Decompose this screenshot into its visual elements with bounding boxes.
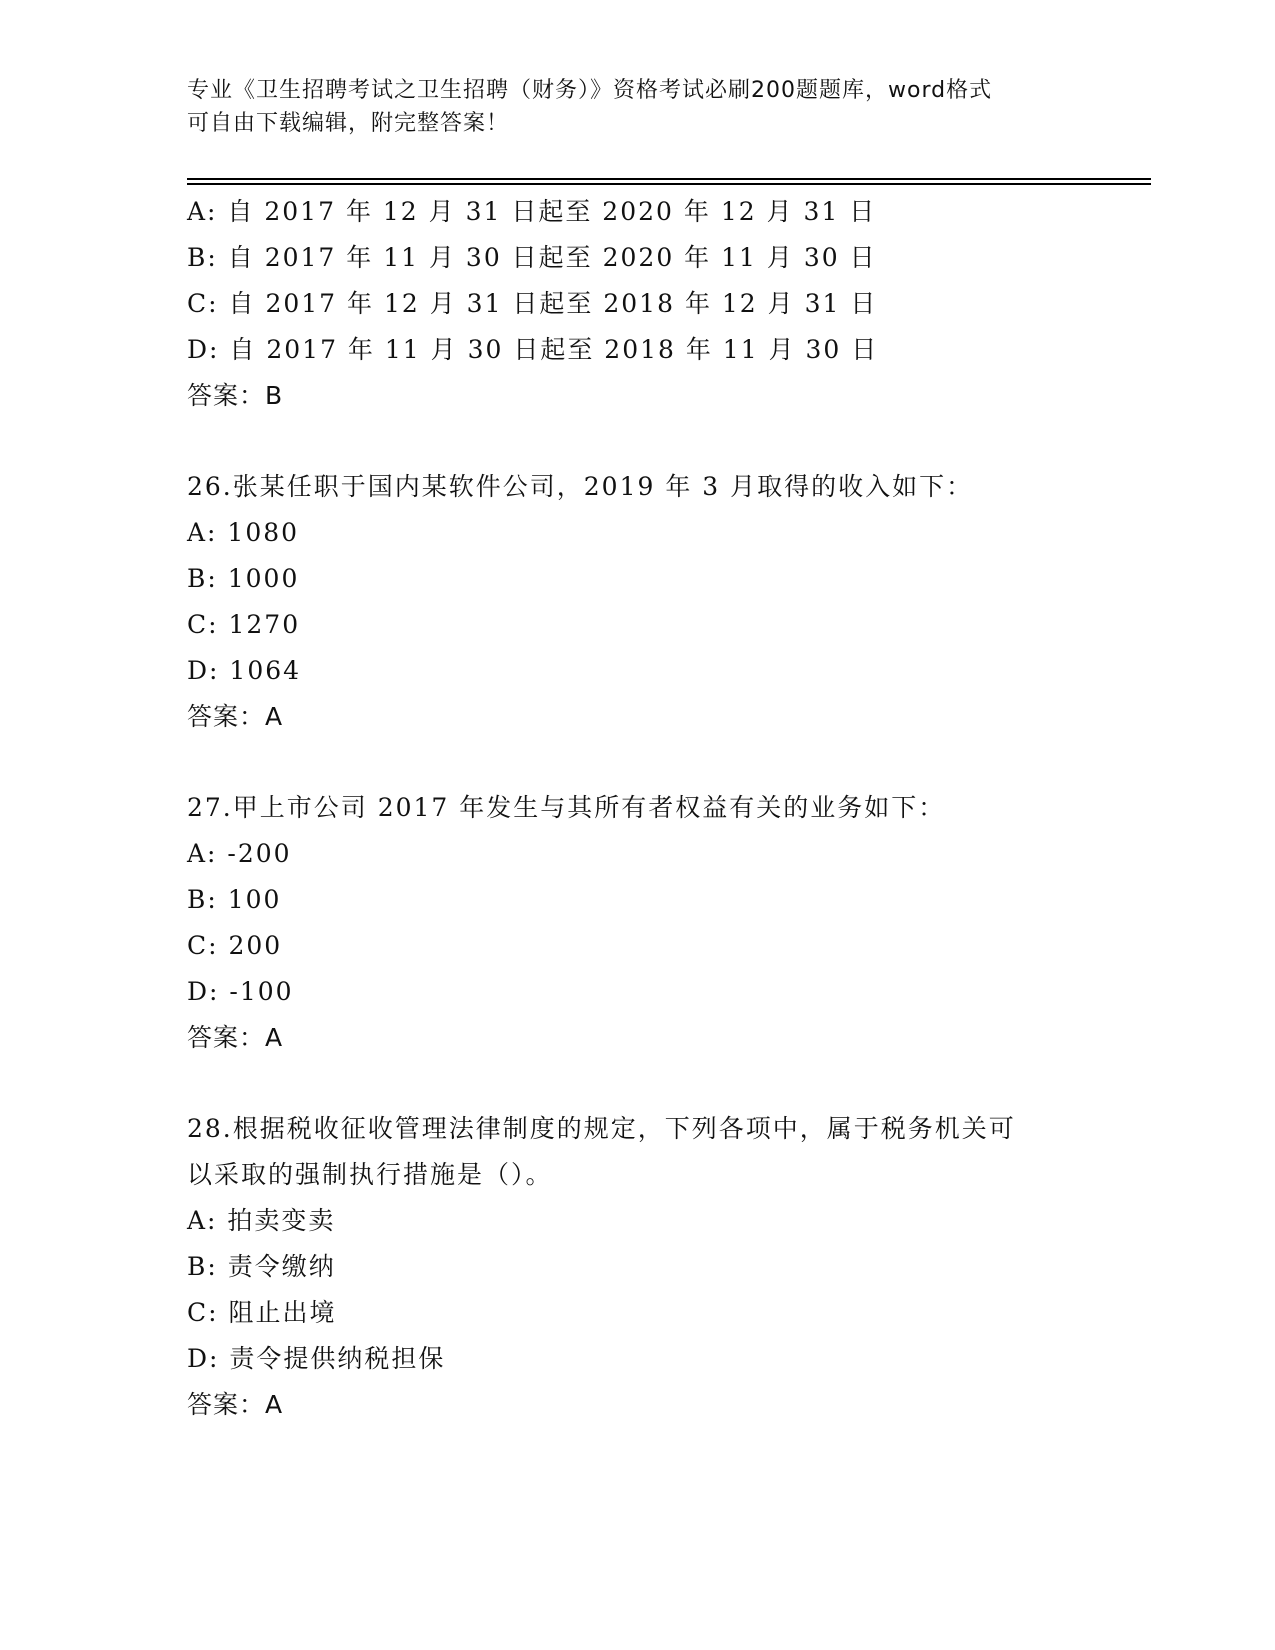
option-d: D: 1064 xyxy=(187,656,302,685)
question-text-line-2: 以采取的强制执行措施是（）。 xyxy=(187,1160,553,1189)
spacer xyxy=(187,740,1147,785)
option-c: C: 阻止出境 xyxy=(187,1298,337,1327)
header-line-2: 可自由下载编辑，附完整答案！ xyxy=(187,111,510,136)
option-c: C: 1270 xyxy=(187,610,301,639)
option-a: A: -200 xyxy=(187,839,292,868)
answer-text: 答案：A xyxy=(187,1023,284,1052)
question-list xyxy=(187,189,1147,1428)
option-b: B: 责令缴纳 xyxy=(187,1252,336,1281)
header-line-1: 专业《卫生招聘考试之卫生招聘（财务）》资格考试必刷200题题库，word格式 xyxy=(187,78,993,103)
option-b: B: 自 2017 年 11 月 30 日起至 2020 年 11 月 30 日 xyxy=(187,243,877,272)
answer-text: 答案：A xyxy=(187,1390,284,1419)
question-block-27 xyxy=(187,785,1147,1061)
spacer xyxy=(187,1061,1147,1106)
header-divider-bottom xyxy=(187,183,1151,185)
option-a: A: 拍卖变卖 xyxy=(187,1206,336,1235)
question-text-line-1: 28.根据税收征收管理法律制度的规定，下列各项中，属于税务机关可 xyxy=(187,1114,1016,1143)
option-b: B: 100 xyxy=(187,885,282,914)
option-c: C: 200 xyxy=(187,931,283,960)
option-a: A: 1080 xyxy=(187,518,300,547)
option-c: C: 自 2017 年 12 月 31 日起至 2018 年 12 月 31 日 xyxy=(187,289,878,318)
document-header xyxy=(187,74,1087,140)
question-text: 27.甲上市公司 2017 年发生与其所有者权益有关的业务如下： xyxy=(187,793,946,822)
answer-text: 答案：B xyxy=(187,381,284,410)
question-block-26 xyxy=(187,464,1147,740)
question-block-28 xyxy=(187,1106,1147,1428)
option-d: D: -100 xyxy=(187,977,294,1006)
option-d: D: 自 2017 年 11 月 30 日起至 2018 年 11 月 30 日 xyxy=(187,335,879,364)
option-a: A: 自 2017 年 12 月 31 日起至 2020 年 12 月 31 日 xyxy=(187,197,877,226)
spacer xyxy=(187,419,1147,464)
header-divider-top xyxy=(187,178,1151,180)
option-d: D: 责令提供纳税担保 xyxy=(187,1344,446,1373)
option-b: B: 1000 xyxy=(187,564,300,593)
answer-text: 答案：A xyxy=(187,702,284,731)
question-block-25 xyxy=(187,189,1147,419)
question-text: 26.张某任职于国内某软件公司，2019 年 3 月取得的收入如下： xyxy=(187,472,974,501)
